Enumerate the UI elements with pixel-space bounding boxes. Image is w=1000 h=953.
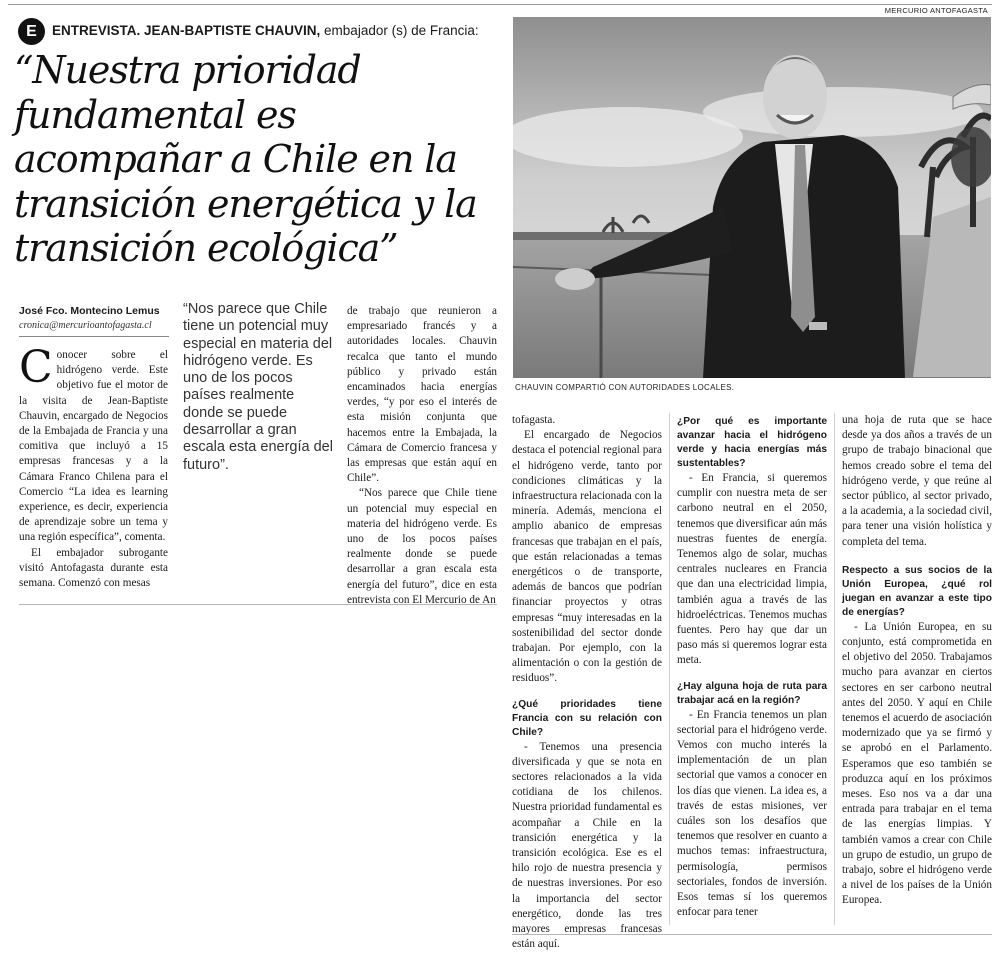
interview-answer: - En Francia, si queremos cumplir con nuestra meta de ser carbono neutral en el 2050, tenemos que diversificar aún más nuestras fuentes de energía. Tenemos algo de solar, muchas centrales nucleares en Francia que dan una electricidad limpia, también agua a través de las hidroeléctricas. Tenemos muchas fuentes. Pero hay que dar un paso más si queremos lograr esta meta.	[677, 472, 827, 667]
pull-quote: “Nos parece que Chile tiene un potencial muy especial en materia del hidrógeno verde. Es uno de los pocos países realmente donde se puede desarrollar a gran escala esta energía del futuro”.	[183, 301, 333, 473]
kicker-label: ENTREVISTA.	[52, 23, 141, 38]
interview-question: Respecto a sus socios de la Unión Europea, ¿qué rol juegan en avanzar a este tipo de energías?	[842, 564, 992, 618]
lead-paragraph	[19, 342, 168, 546]
drop-cap: C	[19, 342, 53, 393]
paragraph: El embajador subrogante visitó Antofagasta durante esta semana. Comenzó con mesas	[19, 546, 168, 590]
kicker-text	[52, 23, 479, 38]
interview-answer: - La Unión Europea, en su conjunto, está comprometida en el objetivo del 2050. Trabajamos mucho para avanzar en ciertos sectores en ser carbono neutral antes del 2050. Y aquí en Chile tenemos el acuerdo de asociación modernizado que ya se firmó y se aprobó en el Parlamento. Esperamos que eso también se produzca aquí en los próximos meses. Eso nos va a dar una entrada para trabajar en el tema de las energías limpias. Y también vamos a crear con Chile un grupo de estudio, un grupo de trabajo, sobre el hidrógeno verde a nivel de los países de la Unión Europea.	[842, 620, 992, 907]
kicker-name: JEAN-BAPTISTE CHAUVIN,	[144, 23, 321, 38]
bottom-rule	[512, 934, 992, 935]
newspaper-name: MERCURIO ANTOFAGASTA	[884, 6, 988, 15]
byline-author: José Fco. Montecino Lemus	[19, 305, 160, 317]
paragraph: una hoja de ruta que se hace desde ya dos años a través de un grupo de trabajo binacional que hemos creado sobre el tema del hidrógeno verde, y que reúne al sector público, al sector privado, a la academia, a la sociedad civil, para tener una visión holística y completa del tema.	[842, 414, 992, 548]
article-column-6	[842, 413, 992, 909]
photo-caption: CHAUVIN COMPARTIÓ CON AUTORIDADES LOCALES.	[515, 383, 735, 392]
article-column-3	[347, 304, 497, 608]
column-rule	[834, 413, 835, 925]
paragraph: de trabajo que reunieron a empresariado francés y a autoridades locales. Chauvin recalca que tanto el mundo público y privado están encaminados hacia energías verdes, “y por eso el interés de esta misión conjunta que hacemos entre la Embajada, la Cámara de Comercio francesa y las empresas que están aquí en Chile”.	[347, 305, 497, 485]
byline-rule	[19, 336, 169, 337]
interview-answer: - Tenemos una presencia diversificada y que se nota en sectores relacionados a la vida cotidiana de los chilenos. Nuestra prioridad fundamental es acompañar a Chile en la transición energética y la transición ecológica. Ese es el hilo rojo de nuestra presencia y de nuestras inversiones. Por eso la importancia del sector energético, donde las tres mayores empresas francesas están aquí.	[512, 740, 662, 951]
kicker	[18, 18, 508, 46]
hand	[555, 268, 595, 290]
top-rule	[8, 4, 992, 5]
article-column-1	[19, 342, 168, 591]
interview-question: ¿Por qué es importante avanzar hacia el hidrógeno verde y hacia energías más sustentables?	[677, 416, 827, 469]
interview-question: ¿Qué prioridades tiene Francia con su relación con Chile?	[512, 698, 662, 738]
article-column-4	[512, 413, 662, 953]
headline: “Nuestra prioridad fundamental es acompañar a Chile en la transición energética y la transición ecológica”	[14, 48, 477, 270]
interview-question: ¿Hay alguna hoja de ruta para trabajar acá en la región?	[677, 680, 827, 706]
interview-answer: - En Francia tenemos un plan sectorial para el hidrógeno verde. Vemos con mucho interés la implementación de un plan sectorial que vamos a conocer en los días que vienen. La idea es, a través de estas misiones, ver cuáles son los desafíos que tenemos que resolver en cuanto a muchos temas: infraestructura, permisología, permisos sectoriales, fondos de inversión. Esos temas sí los queremos enfocar para tener	[677, 708, 827, 919]
kicker-role: embajador (s) de Francia:	[320, 23, 479, 38]
section-rule	[19, 604, 497, 605]
byline-email[interactable]: cronica@mercurioantofagasta.cl	[19, 320, 152, 331]
interview-photo	[513, 17, 991, 378]
paragraph: tofagasta.	[512, 414, 556, 426]
column-rule	[669, 413, 670, 925]
paragraph: El encargado de Negocios destaca el potencial regional para el hidrógeno verde, tanto por condiciones climáticas y la infraestructura relacionada con la minería. Además, menciona el amplio abanico de empresas francesas que trabajan en el país, que están relacionadas a temas energéticos o de transporte, además de bancos que podrían financiar proyectos y otras empresas “muy interesadas en la sostenibilidad del sector donde trabajan. Por ejemplo, con la alimentación o con la gestión de residuos”.	[512, 429, 662, 685]
paragraph: “Nos parece que Chile tiene un potencial muy especial en materia del hidrógeno verde. Es uno de los pocos países realmente donde se puede desarrollar a gran escala esta energía del futuro”, dice en esta entrevista con El Mercurio de An	[347, 487, 497, 606]
cloud	[703, 87, 983, 137]
belt-buckle	[809, 322, 827, 330]
article-column-5	[677, 413, 827, 920]
section-badge-icon: E	[18, 18, 45, 45]
lead-text: onocer sobre el hidrógeno verde. Este objetivo fue el motor de la visita de Jean-Baptiste Chauvin, encargado de Negocios de la Embajada de Francia y una comitiva que incluyó a 15 empresas francesas y a la Cámara Franco Chilena para el Comercio “La idea es learning experience, es decir, experiencia de aprendizaje sobre un tema y una región específica”, comenta.	[19, 349, 168, 544]
face	[763, 55, 827, 139]
